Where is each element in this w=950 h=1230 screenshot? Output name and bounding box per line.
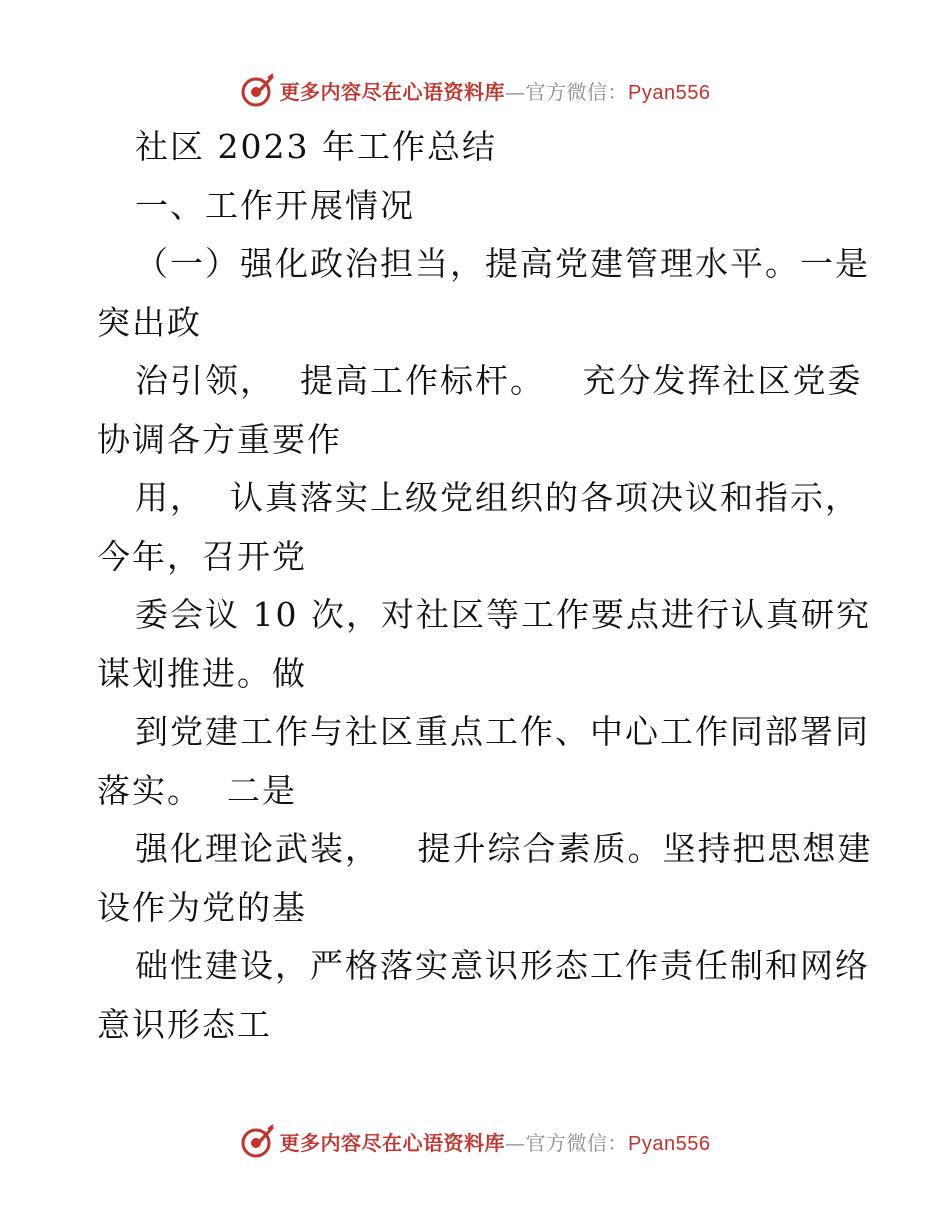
text-line: 础性建设，严格落实意识形态工作责任制和网络 xyxy=(135,946,870,985)
text-line: 治引领， 提高工作标杆。 充分发挥社区党委 xyxy=(135,361,863,400)
footer-watermark xyxy=(0,1121,950,1161)
text-line: 强化理论武装， 提升综合素质。坚持把思想建 xyxy=(135,829,873,868)
text-line: 一、工作开展情况 xyxy=(135,185,415,225)
text-line: 今年，召开党 xyxy=(97,536,307,576)
text-line: 落实。 二是 xyxy=(97,770,297,810)
text-line: （一）强化政治担当，提高党建管理水平。一是 xyxy=(135,244,870,283)
watermark-sub-text: 官方微信： xyxy=(525,1130,629,1155)
quill-logo-icon xyxy=(240,1123,276,1159)
watermark-dash: — xyxy=(505,79,526,104)
document-body xyxy=(97,118,873,1054)
watermark-account: Pyan556 xyxy=(628,1132,711,1155)
quill-logo-icon xyxy=(240,72,276,108)
watermark-sub-text: 官方微信： xyxy=(525,79,629,104)
text-line: 谋划推进。做 xyxy=(97,653,307,693)
text-line: 委会议 10 次，对社区等工作要点进行认真研究 xyxy=(135,595,871,634)
text-line: 突出政 xyxy=(97,302,202,342)
text-line: 设作为党的基 xyxy=(97,887,307,927)
text-line: 协调各方重要作 xyxy=(97,419,342,459)
watermark-account: Pyan556 xyxy=(628,81,711,104)
text-line: 社区 2023 年工作总结 xyxy=(135,127,497,166)
text-line: 用， 认真落实上级党组织的各项决议和指示， xyxy=(135,478,860,517)
watermark-main-text: 更多内容尽在心语资料库 xyxy=(279,1130,506,1155)
text-line: 到党建工作与社区重点工作、中心工作同部署同 xyxy=(135,712,870,751)
header-watermark xyxy=(0,70,950,110)
text-line: 意识形态工 xyxy=(97,1004,272,1044)
watermark-main-text: 更多内容尽在心语资料库 xyxy=(279,79,506,104)
watermark-dash: — xyxy=(505,1130,526,1155)
